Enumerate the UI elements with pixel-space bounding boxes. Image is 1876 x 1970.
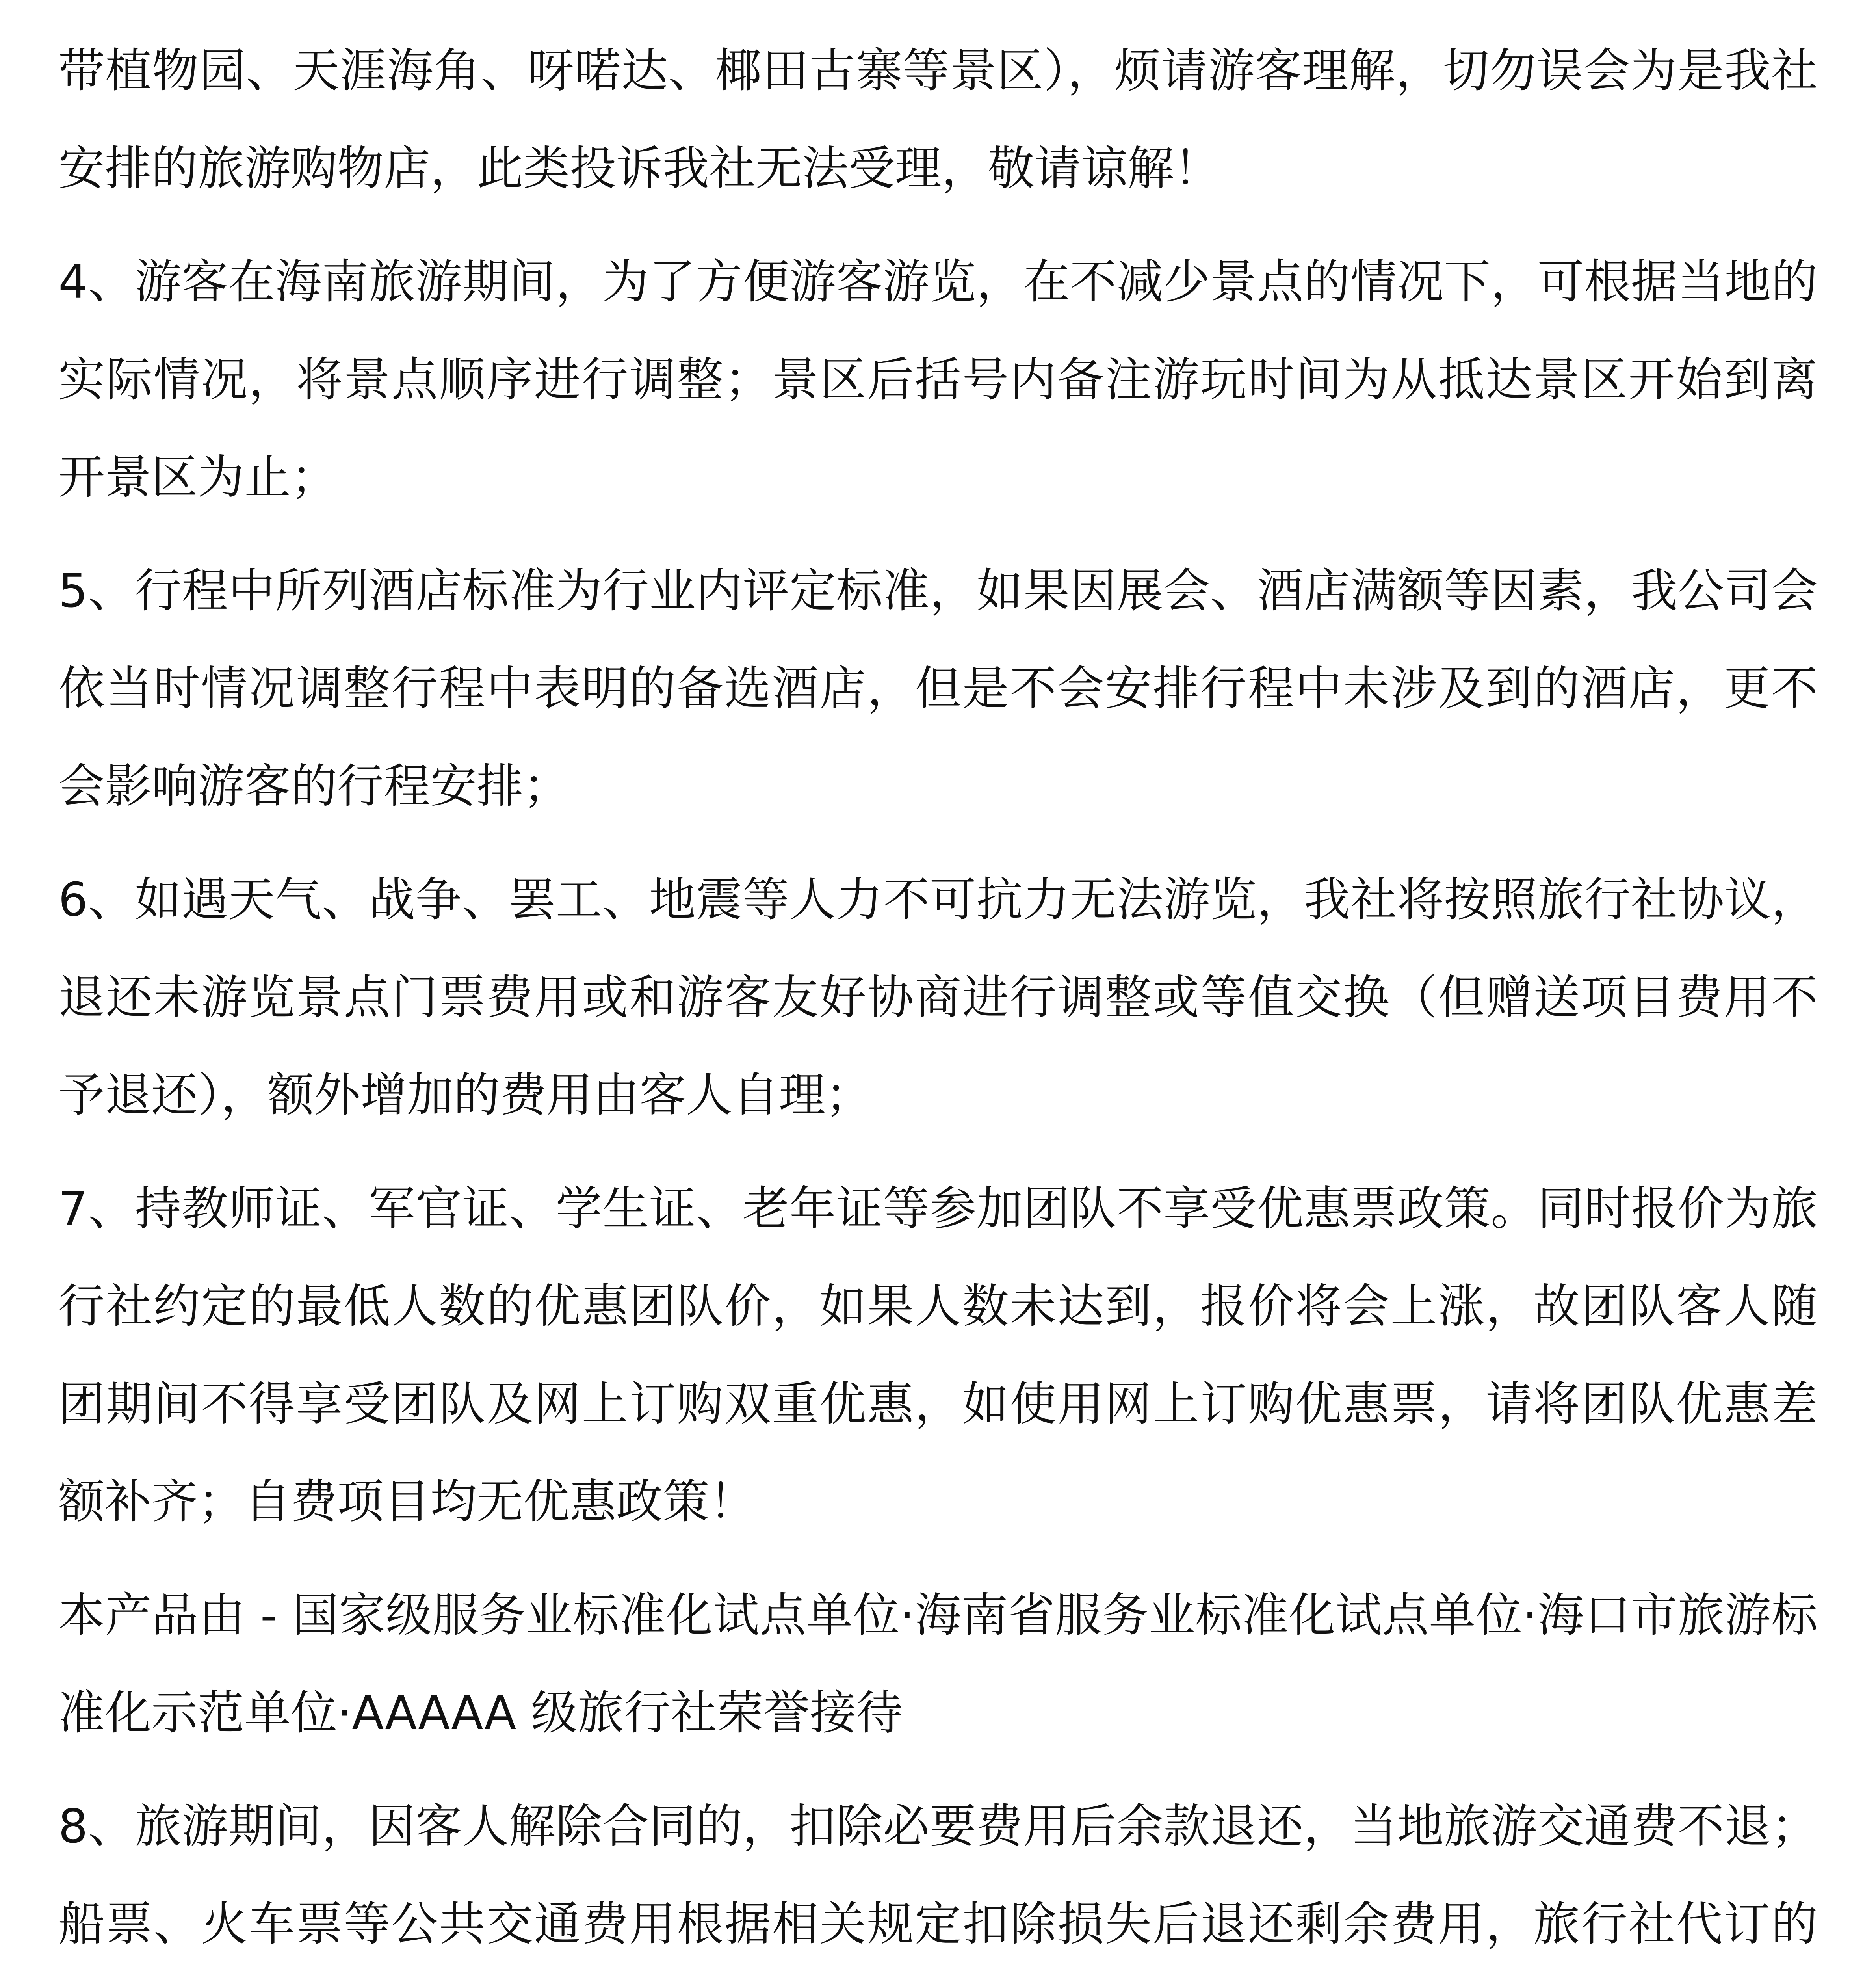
paragraph-item-4: 4、游客在海南旅游期间，为了方便游客游览，在不减少景点的情况下，可根据当地的实际情况，将景点顺序进行调整；景区后括号内备注游玩时间为从抵达景区开始到离开景区为止； bbox=[58, 255, 1818, 504]
paragraph-item-6: 6、如遇天气、战争、罢工、地震等人力不可抗力无法游览，我社将按照旅行社协议，退还未游览景点门票费用或和游客友好协商进行调整或等值交换（但赠送项目费用不予退还），额外增加的费用由客人自理； bbox=[58, 872, 1818, 1122]
paragraph-item-5: 5、行程中所列酒店标准为行业内评定标准，如果因展会、酒店满额等因素，我公司会依当时情况调整行程中表明的备选酒店，但是不会安排行程中未涉及到的酒店，更不会影响游客的行程安排； bbox=[58, 563, 1818, 813]
paragraph-item-7: 7、持教师证、军官证、学生证、老年证等参加团队不享受优惠票政策。同时报价为旅行社约定的最低人数的优惠团队价，如果人数未达到，报价将会上涨，故团队客人随团期间不得享受团队及网上订购双重优惠，如使用网上订购优惠票，请将团队优惠差额补齐；自费项目均无优惠政策！ bbox=[58, 1181, 1818, 1529]
paragraph-item-8: 8、旅游期间，因客人解除合同的，扣除必要费用后余款退还，当地旅游交通费不退；船票、火车票等公共交通费用根据相关规定扣除损失后退还剩余费用，旅行社代订的 bbox=[58, 1799, 1818, 1951]
paragraph-honor-notice: 本产品由 - 国家级服务业标准化试点单位·海南省服务业标准化试点单位·海口市旅游标准化示范单位·AAAAA 级旅行社荣誉接待 bbox=[58, 1588, 1818, 1740]
paragraph-shopping-notice: 带植物园、天涯海角、呀喏达、椰田古寨等景区），烦请游客理解，切勿误会为是我社安排的旅游购物店，此类投诉我社无法受理，敬请谅解！ bbox=[58, 43, 1818, 195]
